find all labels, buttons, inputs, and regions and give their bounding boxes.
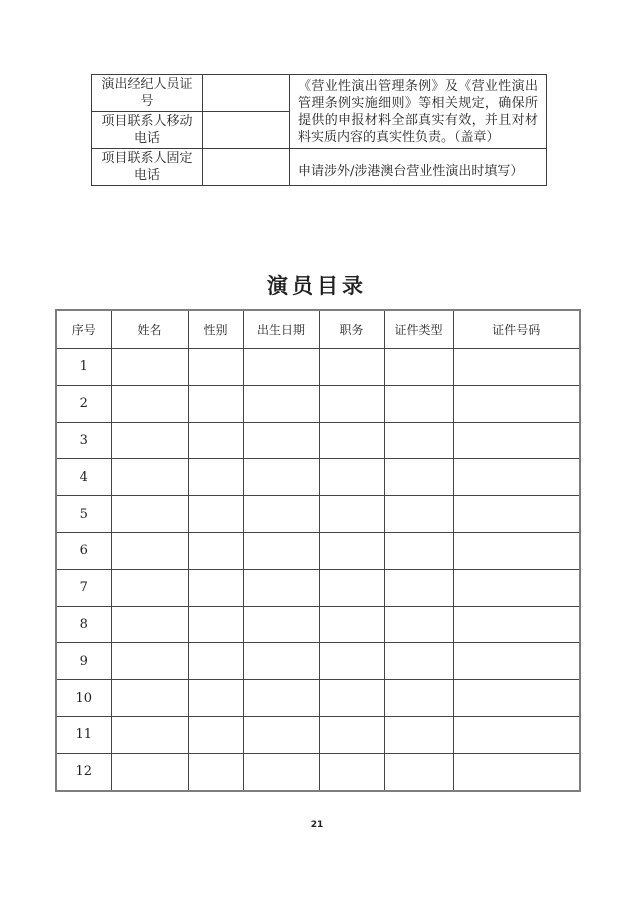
- table-row: [56, 569, 580, 606]
- empty-cell: [384, 716, 453, 753]
- empty-cell: [188, 422, 243, 459]
- declaration-text: 《营业性演出管理条例》及《营业性演出管理条例实施细则》等相关规定，确保所提供的申报材料全部真实有效，并且对材料实质内容的真实性负责。（盖章）: [290, 75, 547, 149]
- column-header-position: 职务: [319, 310, 384, 349]
- empty-cell: [111, 643, 188, 680]
- empty-cell: [453, 606, 580, 643]
- column-header-id-number: 证件号码: [453, 310, 580, 349]
- empty-cell: [111, 459, 188, 496]
- contact-info-table: [91, 74, 547, 186]
- empty-cell: [453, 459, 580, 496]
- actor-directory-table: [55, 309, 581, 792]
- empty-cell: [384, 680, 453, 717]
- field-label-contact-mobile: 项目联系人移动电话: [92, 112, 203, 149]
- empty-cell: [111, 569, 188, 606]
- empty-cell: [384, 496, 453, 533]
- row-number-cell: 7: [56, 569, 111, 606]
- empty-cell: [188, 349, 243, 386]
- empty-cell: [319, 753, 384, 790]
- empty-cell: [188, 606, 243, 643]
- empty-cell: [188, 532, 243, 569]
- empty-cell: [384, 532, 453, 569]
- empty-cell: [319, 385, 384, 422]
- row-number-cell: 4: [56, 459, 111, 496]
- empty-cell: [243, 422, 319, 459]
- empty-cell: [243, 496, 319, 533]
- empty-cell: [453, 680, 580, 717]
- table-row: [92, 149, 547, 186]
- header-row: [56, 310, 580, 349]
- empty-cell: [243, 680, 319, 717]
- field-label-contact-landline: 项目联系人固定电话: [92, 149, 203, 186]
- empty-cell: [319, 680, 384, 717]
- table-row: [56, 753, 580, 790]
- empty-cell: [453, 716, 580, 753]
- empty-cell: [319, 643, 384, 680]
- empty-cell: [188, 569, 243, 606]
- column-header-name: 姓名: [111, 310, 188, 349]
- field-label-broker-cert-no: 演出经纪人员证号: [92, 75, 203, 112]
- empty-cell: [188, 385, 243, 422]
- empty-cell: [384, 606, 453, 643]
- empty-cell: [111, 606, 188, 643]
- empty-cell: [111, 422, 188, 459]
- empty-cell: [453, 569, 580, 606]
- table-row: [56, 385, 580, 422]
- empty-cell: [243, 532, 319, 569]
- table-row: [56, 422, 580, 459]
- empty-cell: [111, 716, 188, 753]
- row-number-cell: 8: [56, 606, 111, 643]
- section-title: 演员目录: [267, 273, 367, 298]
- empty-cell: [319, 569, 384, 606]
- empty-cell: [188, 753, 243, 790]
- empty-cell: [319, 422, 384, 459]
- empty-cell: [188, 680, 243, 717]
- empty-cell: [319, 716, 384, 753]
- empty-cell: [384, 459, 453, 496]
- table-row: [56, 643, 580, 680]
- empty-cell: [319, 532, 384, 569]
- form-footnote: 申请涉外/涉港澳台营业性演出时填写）: [290, 149, 547, 186]
- table-row: [56, 680, 580, 717]
- empty-cell: [319, 459, 384, 496]
- empty-cell: [188, 459, 243, 496]
- empty-cell: [453, 422, 580, 459]
- empty-cell: [243, 716, 319, 753]
- empty-cell: [453, 496, 580, 533]
- field-value-broker-cert-no: [203, 75, 290, 112]
- empty-cell: [111, 680, 188, 717]
- column-header-id-type: 证件类型: [384, 310, 453, 349]
- field-value-contact-mobile: [203, 112, 290, 149]
- table-row: [56, 606, 580, 643]
- empty-cell: [453, 643, 580, 680]
- empty-cell: [111, 496, 188, 533]
- row-number-cell: 6: [56, 532, 111, 569]
- empty-cell: [384, 643, 453, 680]
- empty-cell: [453, 385, 580, 422]
- empty-cell: [188, 496, 243, 533]
- table-row: [56, 716, 580, 753]
- column-header-birthdate: 出生日期: [243, 310, 319, 349]
- empty-cell: [243, 753, 319, 790]
- empty-cell: [111, 349, 188, 386]
- empty-cell: [384, 569, 453, 606]
- row-number-cell: 10: [56, 680, 111, 717]
- empty-cell: [243, 349, 319, 386]
- table-row: [56, 532, 580, 569]
- table-row: [56, 349, 580, 386]
- empty-cell: [453, 532, 580, 569]
- table-row: [56, 496, 580, 533]
- empty-cell: [243, 459, 319, 496]
- row-number-cell: 1: [56, 349, 111, 386]
- empty-cell: [453, 753, 580, 790]
- row-number-cell: 2: [56, 385, 111, 422]
- empty-cell: [384, 753, 453, 790]
- empty-cell: [453, 349, 580, 386]
- empty-cell: [243, 385, 319, 422]
- empty-cell: [188, 716, 243, 753]
- page-number: 21: [310, 820, 324, 830]
- empty-cell: [111, 532, 188, 569]
- row-number-cell: 9: [56, 643, 111, 680]
- empty-cell: [188, 643, 243, 680]
- table-row: [92, 75, 547, 112]
- empty-cell: [384, 422, 453, 459]
- empty-cell: [319, 606, 384, 643]
- table-row: [56, 459, 580, 496]
- column-header-index: 序号: [56, 310, 111, 349]
- empty-cell: [384, 385, 453, 422]
- row-number-cell: 5: [56, 496, 111, 533]
- empty-cell: [243, 569, 319, 606]
- row-number-cell: 12: [56, 753, 111, 790]
- empty-cell: [243, 606, 319, 643]
- empty-cell: [319, 349, 384, 386]
- empty-cell: [319, 496, 384, 533]
- field-value-contact-landline: [203, 149, 290, 186]
- empty-cell: [111, 753, 188, 790]
- row-number-cell: 3: [56, 422, 111, 459]
- column-header-gender: 性别: [188, 310, 243, 349]
- empty-cell: [384, 349, 453, 386]
- empty-cell: [243, 643, 319, 680]
- empty-cell: [111, 385, 188, 422]
- row-number-cell: 11: [56, 716, 111, 753]
